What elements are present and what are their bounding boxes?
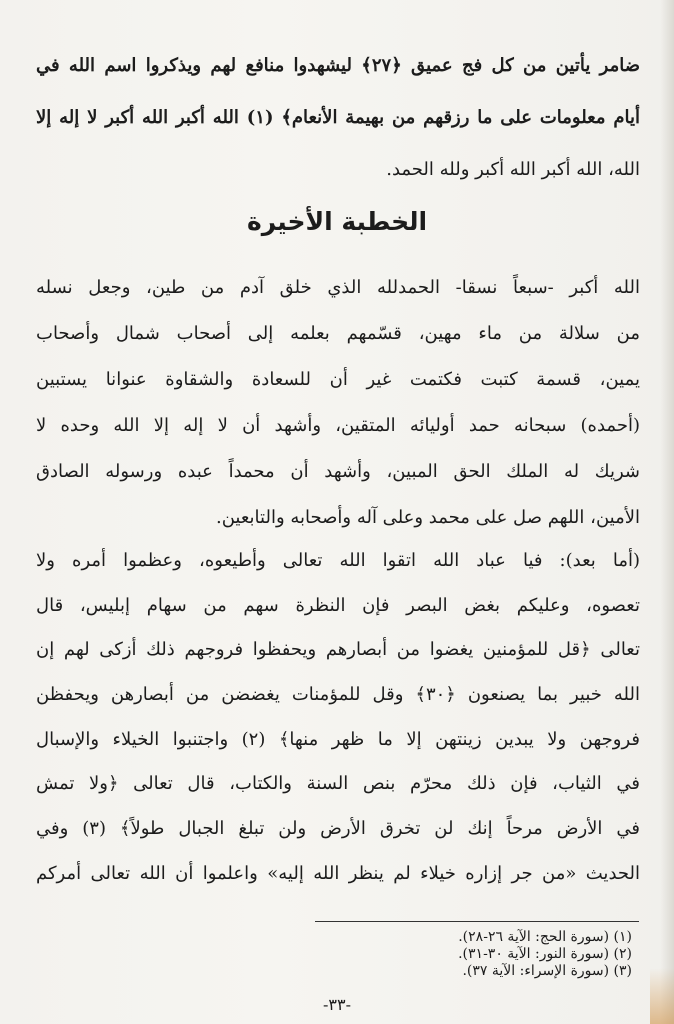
text-line: تعالى ﴿قل للمؤمنين يغضوا من أبصارهم ويحفظوا فروجهم ذلك أزكى لهم إن	[36, 639, 640, 661]
text-line: أيام معلومات على ما رزقهم من بهيمة الأنعام﴾ (١) الله أكبر الله أكبر لا إله إلا	[36, 107, 640, 128]
text-line: الله أكبر -سبعاً نسقا- الحمدلله الذي خلق آدم من طين، وجعل نسله	[36, 277, 640, 298]
text-line: الله خبير بما يصنعون ﴿٣٠﴾ وقل للمؤمنات يغضضن من أبصارهن ويحفظن	[36, 684, 640, 706]
text-line: (أحمده) سبحانه حمد أوليائه المتقين، وأشهد أن لا إله إلا الله وحده لا	[36, 415, 640, 436]
paragraph-admonition	[36, 539, 640, 897]
text-line: شريك له الملك الحق المبين، وأشهد أن محمداً عبده ورسوله الصادق	[36, 461, 640, 482]
text-line: ضامر يأتين من كل فج عميق ﴿٢٧﴾ ليشهدوا منافع لهم ويذكروا اسم الله في	[36, 55, 641, 76]
text-line: الحديث «من جر إزاره خيلاء لم ينظر الله إليه» واعلموا أن الله تعالى أمركم	[36, 862, 640, 884]
opening-verse-block	[36, 40, 640, 196]
text-line: فروجهن ولا يبدين زينتهن إلا ما ظهر منها﴾ (٢) واجتنبوا الخيلاء والإسبال	[36, 728, 640, 750]
footnote-divider	[315, 921, 639, 922]
section-heading: الخطبة الأخيرة	[246, 207, 428, 236]
paragraph-praise	[36, 265, 640, 541]
text-line: في الأرض مرحاً إنك لن تخرق الأرض ولن تبلغ الجبال طولاً﴾ (٣) وفي	[36, 818, 641, 840]
text-line: في الثياب، فإن ذلك محرّم بنص السنة والكتاب، قال تعالى ﴿ولا تمش	[36, 773, 640, 795]
text-line: تعصوه، وعليكم بغض البصر فإن النظرة سهم من سهام إبليس، قال	[36, 594, 640, 616]
text-line: الأمين، اللهم صل على محمد وعلى آله وأصحابه والتابعين.	[216, 507, 640, 528]
text-line: من سلالة من ماء مهين، قسّمهم بعلمه إلى أصحاب شمال وأصحاب	[36, 323, 640, 344]
page-corner-tint	[650, 968, 674, 1024]
footnote: (٢) (سورة النور: الآية ٣٠-٣١).	[458, 946, 632, 962]
footnote: (٣) (سورة الإسراء: الآية ٣٧).	[462, 963, 632, 979]
text-line: الله، الله أكبر الله أكبر ولله الحمد.	[386, 159, 640, 180]
footnotes	[212, 929, 632, 980]
page-spine-shadow	[660, 0, 674, 1024]
text-line: (أما بعد): فيا عباد الله اتقوا الله تعالى وأطيعوه، وعظموا أمره ولا	[36, 550, 640, 571]
footnote: (١) (سورة الحج: الآية ٢٦-٢٨).	[458, 929, 632, 945]
text-line: يمين، قسمة كتبت فكتمت غير أن للسعادة والشقاوة عنوانا يستبين	[36, 369, 640, 390]
page-number: -٣٣-	[323, 995, 351, 1014]
